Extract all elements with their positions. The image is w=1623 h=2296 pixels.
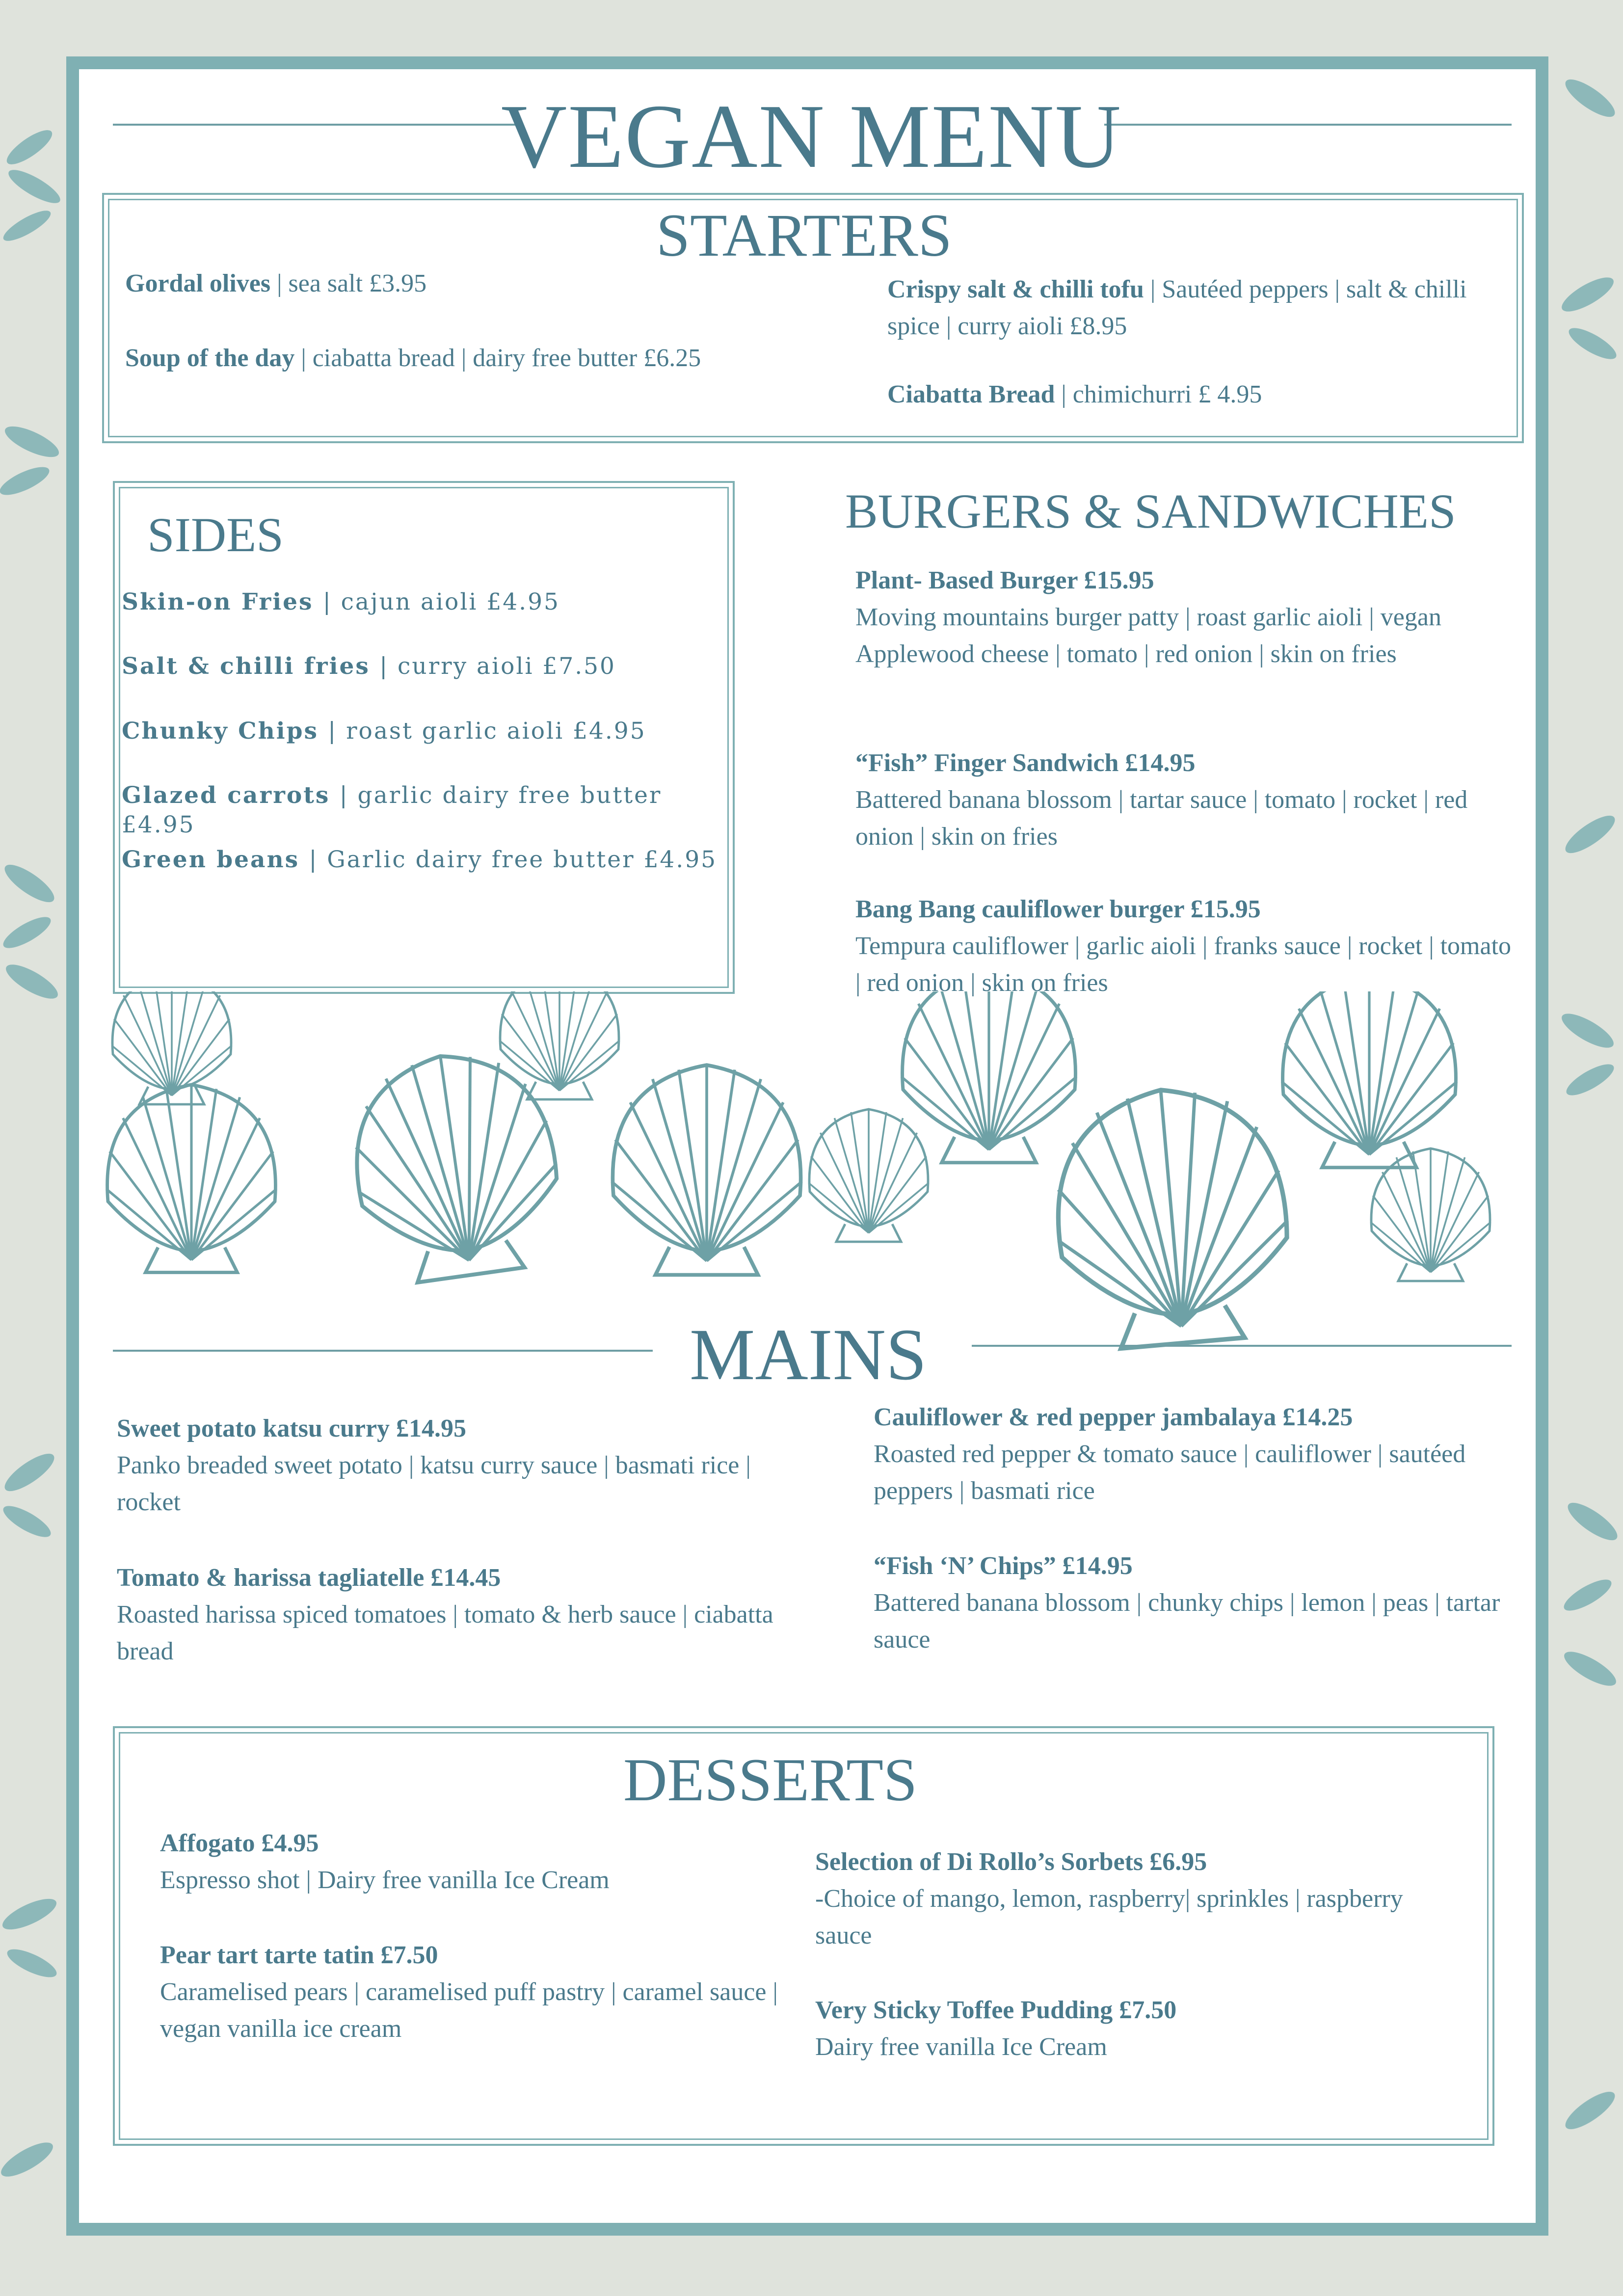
item-desc: Roasted harissa spiced tomatoes | tomato & herb sauce | ciabatta bread bbox=[117, 1601, 773, 1665]
item-name: Chunky Chips bbox=[122, 718, 319, 745]
starters-heading: STARTERS bbox=[656, 202, 952, 269]
dessert-item bbox=[160, 1937, 798, 2047]
leaf-decoration-right bbox=[1551, 0, 1623, 2296]
sides-heading: SIDES bbox=[147, 507, 284, 562]
item-name: Cauliflower & red pepper jambalaya £14.25 bbox=[874, 1403, 1353, 1431]
item-name: Ciabatta Bread bbox=[887, 380, 1055, 408]
item-desc: -Choice of mango, lemon, raspberry| sprinkles | raspberry sauce bbox=[815, 1885, 1403, 1949]
starter-item bbox=[125, 340, 748, 376]
item-desc: Battered banana blossom | tartar sauce | tomato | rocket | red onion | skin on fries bbox=[855, 786, 1468, 851]
item-desc: Battered banana blossom | chunky chips | lemon | peas | tartar sauce bbox=[874, 1589, 1500, 1654]
item-desc: Dairy free vanilla Ice Cream bbox=[815, 2033, 1107, 2061]
item-desc: | cajun aioli £4.95 bbox=[322, 588, 560, 615]
item-name: Soup of the day bbox=[125, 344, 295, 372]
item-name: Selection of Di Rollo’s Sorbets £6.95 bbox=[815, 1848, 1207, 1876]
burger-item bbox=[855, 891, 1513, 1001]
item-name: Bang Bang cauliflower burger £15.95 bbox=[855, 895, 1261, 923]
item-name: “Fish” Finger Sandwich £14.95 bbox=[855, 749, 1196, 777]
main-item bbox=[117, 1410, 784, 1521]
dessert-item bbox=[815, 1992, 1453, 2065]
starter-item bbox=[125, 265, 748, 302]
starter-item bbox=[887, 376, 1481, 413]
mains-rule-left bbox=[113, 1350, 653, 1352]
item-desc: | chimichurri £ 4.95 bbox=[1061, 380, 1262, 408]
item-desc: | sea salt £3.95 bbox=[277, 269, 427, 297]
side-item bbox=[122, 652, 730, 681]
item-name: Plant- Based Burger £15.95 bbox=[855, 566, 1154, 594]
leaf-decoration-left bbox=[0, 0, 69, 2296]
main-item bbox=[874, 1548, 1512, 1658]
item-desc: | curry aioli £7.50 bbox=[379, 653, 616, 680]
item-name: Tomato & harissa tagliatelle £14.45 bbox=[117, 1564, 501, 1592]
item-name: Glazed carrots bbox=[122, 782, 330, 809]
side-item bbox=[122, 717, 730, 746]
item-desc: Moving mountains burger patty | roast garlic aioli | vegan Applewood cheese | tomato | red onion | skin on fries bbox=[855, 603, 1441, 668]
item-name: Affogato £4.95 bbox=[160, 1829, 319, 1857]
item-desc: | roast garlic aioli £4.95 bbox=[328, 718, 646, 745]
item-name: Gordal olives bbox=[125, 269, 271, 297]
item-name: Salt & chilli fries bbox=[122, 653, 370, 680]
item-name: Pear tart tarte tatin £7.50 bbox=[160, 1941, 438, 1969]
side-item bbox=[122, 587, 730, 617]
item-name: Sweet potato katsu curry £14.95 bbox=[117, 1415, 467, 1442]
item-desc: Tempura cauliflower | garlic aioli | franks sauce | rocket | tomato | red onion | skin on fries bbox=[855, 932, 1512, 997]
menu-title: VEGAN MENU bbox=[501, 86, 1122, 187]
item-name: Crispy salt & chilli tofu bbox=[887, 275, 1144, 303]
dessert-item bbox=[160, 1825, 798, 1898]
main-item bbox=[874, 1399, 1512, 1509]
shell-illustrations bbox=[98, 991, 1521, 1360]
starter-item bbox=[887, 271, 1481, 345]
item-desc: Roasted red pepper & tomato sauce | cauliflower | sautéed peppers | basmati rice bbox=[874, 1440, 1466, 1505]
item-name: Green beans bbox=[122, 846, 300, 873]
item-desc: Panko breaded sweet potato | katsu curry sauce | basmati rice | rocket bbox=[117, 1451, 751, 1516]
dessert-item bbox=[815, 1843, 1453, 1954]
item-desc: | Garlic dairy free butter £4.95 bbox=[309, 846, 718, 873]
main-item bbox=[117, 1559, 784, 1670]
mains-heading: MAINS bbox=[690, 1314, 927, 1395]
item-desc: Caramelised pears | caramelised puff pastry | caramel sauce | vegan vanilla ice cream bbox=[160, 1978, 778, 2043]
item-name: Very Sticky Toffee Pudding £7.50 bbox=[815, 1996, 1177, 2024]
item-name: “Fish ‘N’ Chips” £14.95 bbox=[874, 1552, 1133, 1580]
mains-rule-right bbox=[972, 1345, 1512, 1347]
item-name: Skin-on Fries bbox=[122, 588, 314, 615]
item-desc: | garlic dairy free butter £4.95 bbox=[122, 782, 662, 838]
item-desc: | Sautéed peppers | salt & chilli spice | curry aioli £8.95 bbox=[887, 275, 1467, 340]
side-item bbox=[122, 781, 730, 840]
item-desc: Espresso shot | Dairy free vanilla Ice Cream bbox=[160, 1866, 610, 1894]
burgers-heading: BURGERS & SANDWICHES bbox=[845, 484, 1456, 538]
item-desc: | ciabatta bread | dairy free butter £6.25 bbox=[301, 344, 701, 372]
burger-item bbox=[855, 562, 1513, 672]
burger-item bbox=[855, 745, 1513, 855]
desserts-heading: DESSERTS bbox=[623, 1746, 917, 1814]
side-item bbox=[122, 845, 730, 875]
